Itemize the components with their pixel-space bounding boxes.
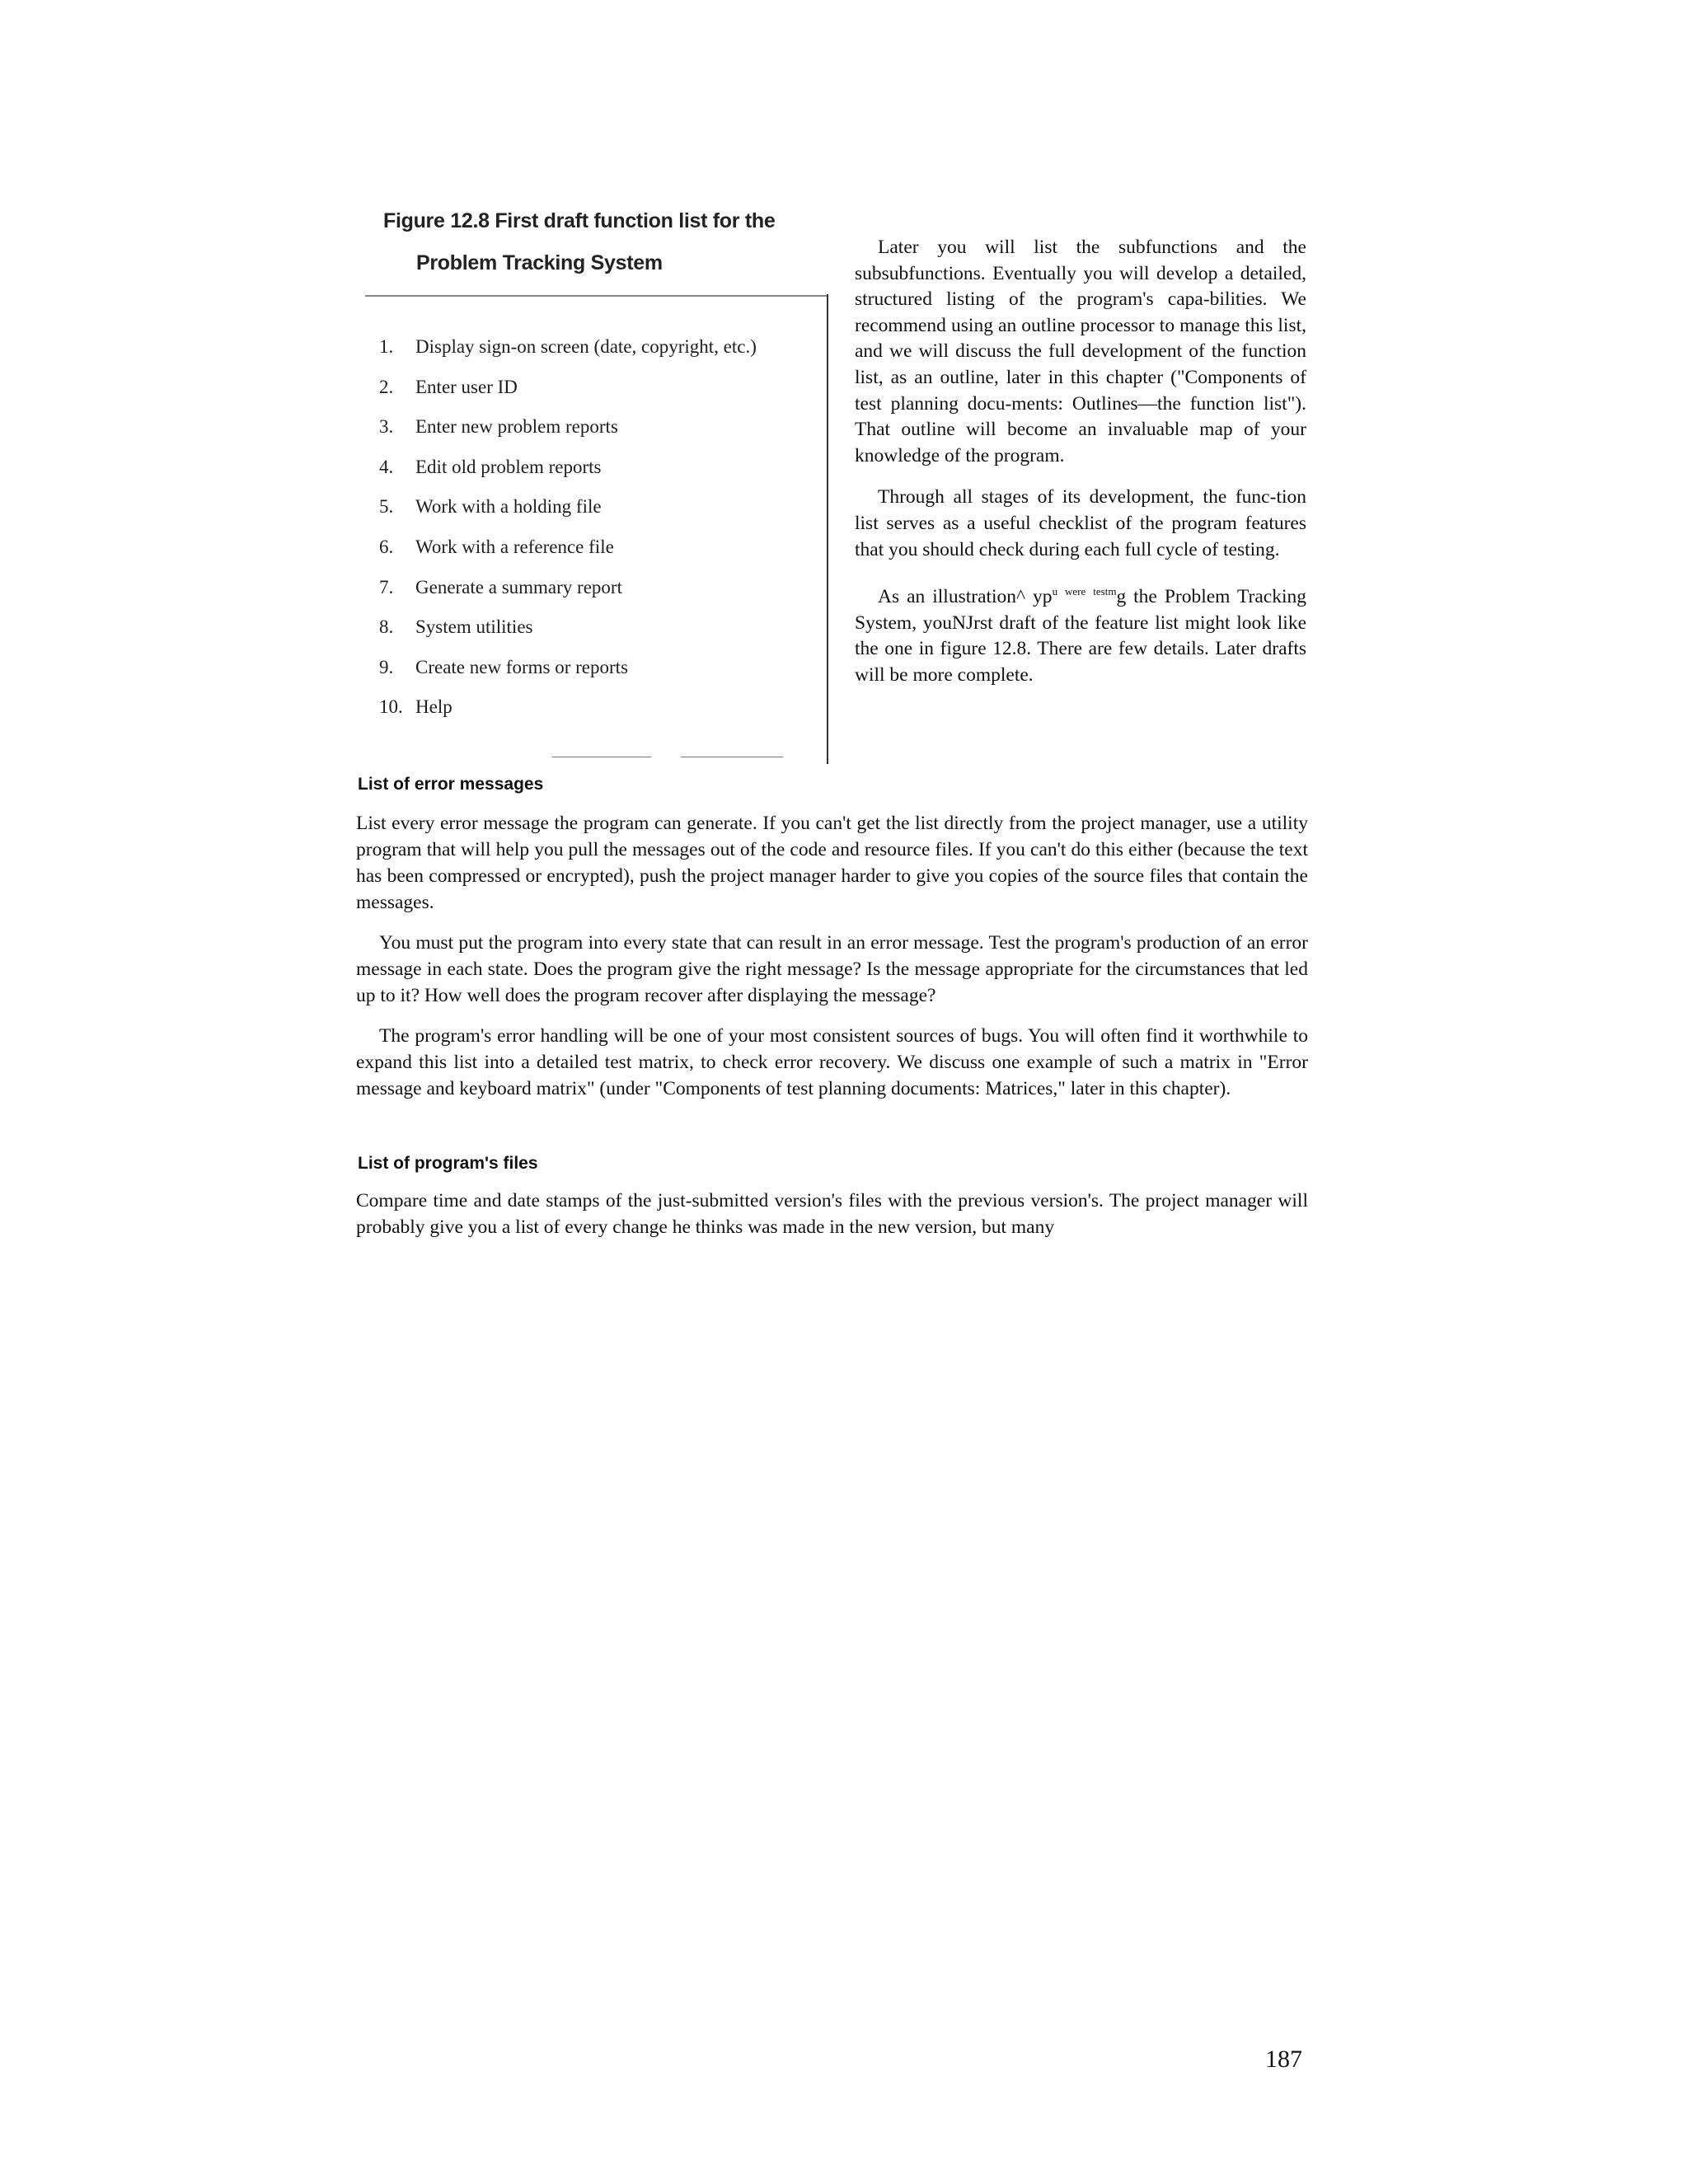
list-item: 5. Work with a holding file xyxy=(379,496,602,518)
page-number: 187 xyxy=(1265,2046,1302,2073)
section-heading-program-files: List of program's files xyxy=(358,1154,538,1173)
list-item: 9. Create new forms or reports xyxy=(379,656,629,677)
list-item: 6. Work with a reference file xyxy=(379,536,614,557)
right-column-text xyxy=(855,235,1306,705)
list-item: 10. Help xyxy=(379,696,452,718)
function-list xyxy=(379,327,757,728)
paragraph: Compare time and date stamps of the just-submitted version's files with the previous version's. The project manager will probably give you a list of every change he thinks was made in the new version, but many xyxy=(356,1190,1308,1238)
figure-divider xyxy=(365,295,827,297)
figure-caption-line-1: Figure 12.8 First draft function list for the xyxy=(383,209,776,232)
list-item: 1. Display sign-on screen (date, copyright, etc.) xyxy=(379,336,757,357)
paragraph: Through all stages of its development, the func-tion list serves as a useful checklist of the program features that you should check during each full cycle of testing. xyxy=(855,486,1306,560)
paragraph: Later you will list the subfunctions and the subsubfunctions. Eventually you will develop a detailed, structured listing of the program's capa-bilities. We recommend using an outline processor to manage this list, and we will discuss the full development of the function list, as an outline, later in this chapter ("Components of test planning docu-ments: Outlines—the function list"). That outline will become an invaluable map of your knowledge of the program. xyxy=(855,237,1306,466)
list-item: 7. Generate a summary report xyxy=(379,576,622,598)
section-heading-error-messages: List of error messages xyxy=(358,775,544,794)
section-program-files-body xyxy=(356,1188,1308,1254)
paragraph: You must put the program into every state that can result in an error message. Test the program's production of an error message in each state. Does the program give the right message? Is the message appropriate for the circumstances that led up to it? How well does the program recover after displaying the message? xyxy=(356,932,1308,1006)
column-divider xyxy=(827,294,828,764)
list-item: 8. System utilities xyxy=(379,616,533,638)
paragraph: The program's error handling will be one of your most consistent sources of bugs. You will often find it worthwhile to expand this list into a detailed test matrix, to check error recovery. We discuss one example of such a matrix in "Error message and keyboard matrix" (under "Components of test planning documents: Matrices," later in this chapter). xyxy=(356,1025,1308,1099)
list-item: 3. Enter new problem reports xyxy=(379,416,618,438)
paragraph: List every error message the program can generate. If you can't get the list directly from the project manager, use a utility program that will help you pull the messages out of the code and resource files. If you can't do this either (because the text has been compressed or encrypted), push the project manager harder to give you copies of the source files that contain the messages. xyxy=(356,813,1308,913)
list-item: 4. Edit old problem reports xyxy=(379,456,602,477)
figure-caption-line-2: Problem Tracking System xyxy=(416,251,663,274)
section-error-messages-body xyxy=(356,810,1308,1116)
paragraph: As an illustration^ $yp^u$ $^{were}$ $^{testm}$g the Problem Tracking System, youNJrst draft of the feature list might look like the one in figure 12.8. There are few details. Later drafts will be more complete. xyxy=(855,585,1307,686)
list-item: 2. Enter user ID xyxy=(379,376,518,397)
